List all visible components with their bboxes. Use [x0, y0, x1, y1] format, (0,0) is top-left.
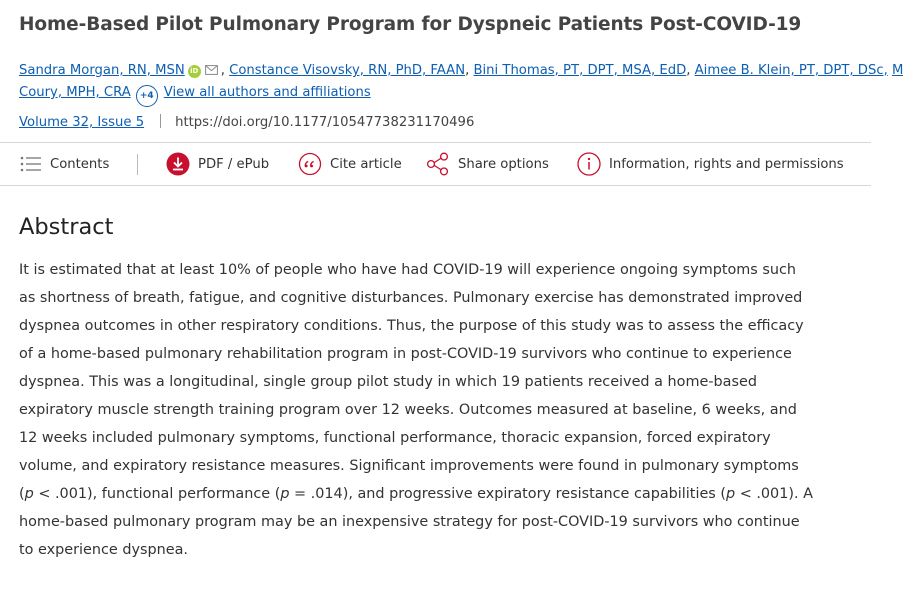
list-icon	[20, 156, 42, 172]
abstract-stats-line: (p < .001), functional performance (p = .014), and progressive expiratory resistance capabilities (p < .001). A	[19, 486, 813, 502]
author-link[interactable]: Sandra Morgan, RN, MSN	[19, 63, 185, 78]
orcid-icon[interactable]: iD	[188, 65, 201, 78]
author-list	[19, 60, 903, 104]
contents-button[interactable]	[20, 143, 109, 185]
download-pdf-icon	[166, 152, 190, 176]
information-rights-label: Information, rights and permissions	[609, 156, 844, 172]
pdf-epub-label: PDF / ePub	[198, 156, 270, 172]
abstract-line: home-based pulmonary program may be an inexpensive strategy for post-COVID-19 survivors who continue	[19, 514, 800, 530]
author-link[interactable]: Bini Thomas, PT, DPT, MSA, EdD	[473, 63, 687, 78]
cite-article-button[interactable]	[298, 143, 402, 185]
abstract-line: of a home-based pulmonary rehabilitation program in post-COVID-19 survivors who continue to experience	[19, 346, 792, 362]
abstract-line: to experience dyspnea.	[19, 542, 189, 558]
article-toolbar	[0, 142, 871, 186]
author-link[interactable]: Constance Visovsky, RN, PhD, FAAN	[229, 63, 466, 78]
email-icon[interactable]	[205, 61, 218, 83]
author-line-2	[19, 82, 879, 104]
author-link[interactable]: Coury, MPH, CRA	[19, 85, 131, 100]
abstract-line: expiratory muscle strength training program over 12 weeks. Outcomes measured at baseline, 6 weeks, and	[19, 402, 797, 418]
quote-icon	[298, 152, 322, 176]
toolbar-divider	[137, 154, 138, 175]
divider	[160, 114, 161, 128]
pdf-epub-button[interactable]	[166, 143, 269, 185]
abstract-line: 12 weeks included pulmonary symptoms, functional performance, thoracic expansion, forced expiratory	[19, 430, 771, 446]
abstract-heading: Abstract	[19, 214, 114, 240]
author-link[interactable]: M	[891, 63, 903, 78]
article-title: Home-Based Pilot Pulmonary Program for Dyspneic Patients Post-COVID-19	[19, 14, 802, 35]
share-icon	[426, 152, 450, 176]
author-line-1: Sandra Morgan, RN, MSN iD , Constance Visovsky, RN, PhD, FAAN, Bini Thomas, PT, DPT, MSA, EdD, Aimee B. Klein, PT, DPT, DSc, M	[19, 60, 879, 82]
abstract-line: dyspnea outcomes in other respiratory conditions. Thus, the purpose of this study was to assess the efficacy	[19, 318, 804, 334]
abstract-text	[19, 256, 849, 564]
cite-article-label: Cite article	[330, 156, 402, 172]
publication-info	[19, 114, 474, 130]
volume-issue-link[interactable]: Volume 32, Issue 5	[19, 115, 145, 130]
share-options-label: Share options	[458, 156, 549, 172]
abstract-line: dyspnea. This was a longitudinal, single group pilot study in which 19 patients received a home-based	[19, 374, 757, 390]
author-link[interactable]: Aimee B. Klein, PT, DPT, DSc,	[694, 63, 888, 78]
information-rights-button[interactable]	[577, 143, 844, 185]
contents-label: Contents	[50, 156, 110, 172]
share-options-button[interactable]	[426, 143, 549, 185]
abstract-line: volume, and expiratory resistance measures. Significant improvements were found in pulmonary symptoms	[19, 458, 799, 474]
abstract-line: It is estimated that at least 10% of people who have had COVID-19 will experience ongoing symptoms such	[19, 262, 797, 278]
view-all-authors-link[interactable]: View all authors and affiliations	[163, 85, 371, 100]
doi-text[interactable]: https://doi.org/10.1177/10547738231170496	[175, 115, 475, 130]
info-icon	[577, 152, 601, 176]
abstract-line: as shortness of breath, fatigue, and cognitive disturbances. Pulmonary exercise has demonstrated improved	[19, 290, 803, 306]
more-authors-badge[interactable]: +4	[136, 85, 158, 107]
